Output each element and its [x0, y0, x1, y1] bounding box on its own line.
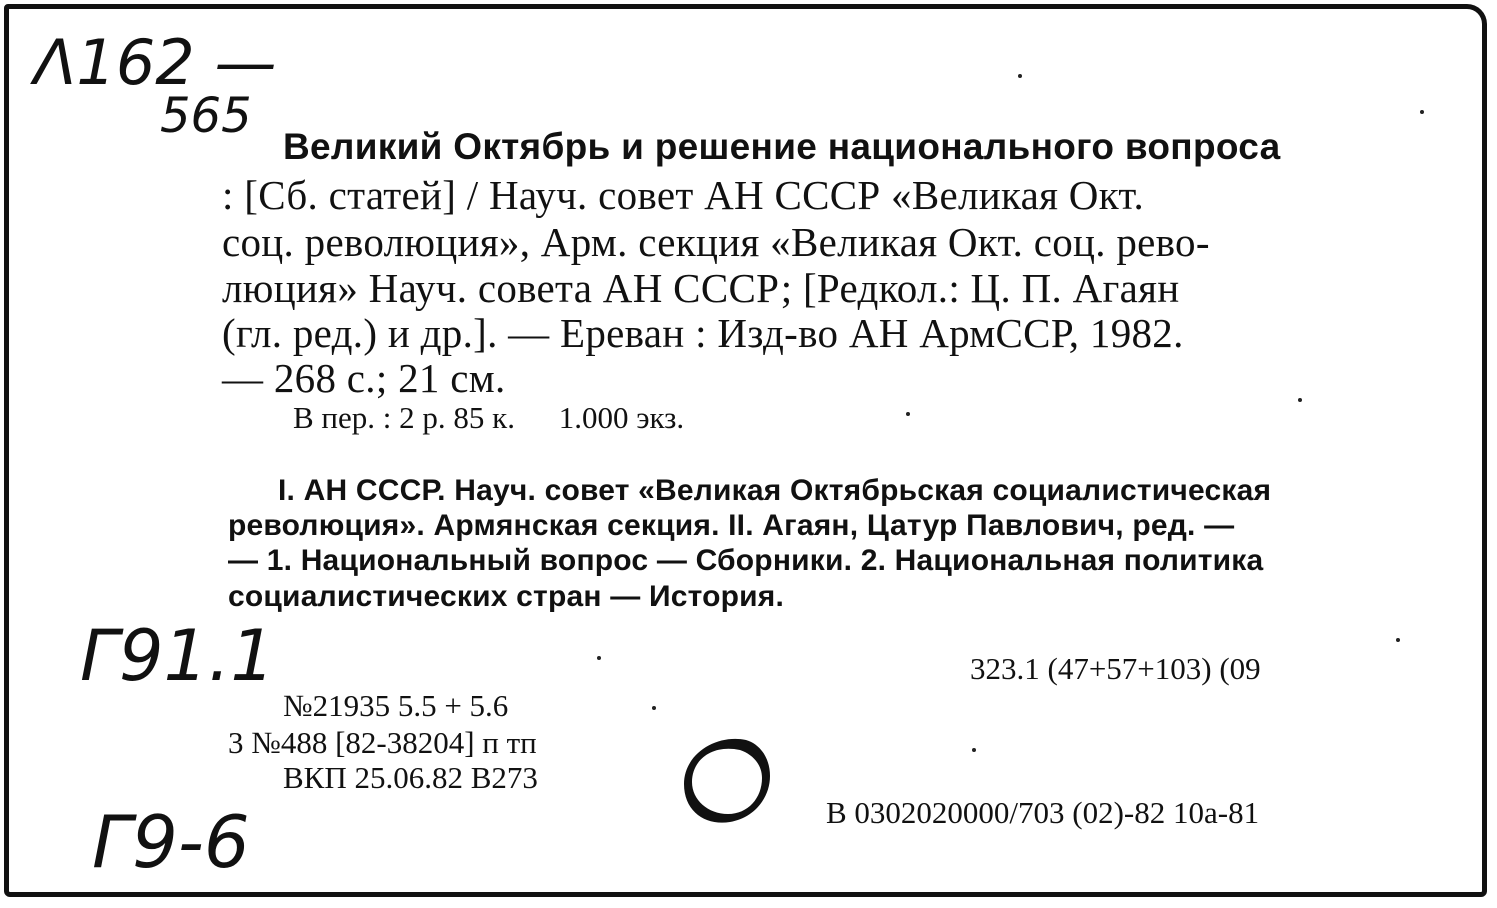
- speck: [906, 412, 910, 416]
- handwritten-shelf-mark: Г9-6: [92, 800, 250, 884]
- entry-line-6: — 268 с.; 21 см.: [222, 355, 506, 401]
- handwritten-call-number: Λ162 —: [34, 26, 277, 99]
- entry-line-4: люция» Науч. совета АН СССР; [Редкол.: Ц. П. Агаян: [222, 265, 1180, 311]
- tracing-line-2: революция». Армянская секция. II. Агаян, Цатур Павлович, ред. —: [228, 509, 1235, 542]
- speck: [597, 656, 601, 660]
- bottom-left-line-1: №21935 5.5 + 5.6: [283, 688, 509, 723]
- speck: [1018, 74, 1022, 78]
- classification-index: 323.1 (47+57+103) (09: [970, 651, 1261, 686]
- copies: 1.000 экз.: [558, 400, 685, 435]
- speck: [972, 748, 976, 752]
- entry-line-2: : [Сб. статей] / Науч. совет АН СССР «Великая Окт.: [222, 172, 1145, 218]
- tracing-line-1: I. АН СССР. Науч. совет «Великая Октябрьская социалистическая: [278, 474, 1272, 507]
- stamp-circle-icon: [676, 728, 780, 832]
- price-line: [293, 402, 684, 433]
- bottom-left-line-3: ВКП 25.06.82 В273: [283, 760, 538, 795]
- speck: [1396, 638, 1400, 642]
- entry-line-5: (гл. ред.) и др.]. — Ереван : Изд-во АН АрмССР, 1982.: [222, 310, 1184, 356]
- handwritten-class-number: Г91.1: [80, 615, 275, 697]
- tracing-line-4: социалистических стран — История.: [228, 580, 785, 613]
- speck: [652, 706, 656, 710]
- bottom-right-code: В 0302020000/703 (02)-82 10а-81: [826, 795, 1260, 830]
- speck: [1298, 398, 1302, 402]
- handwritten-call-sub: 565: [160, 88, 252, 144]
- price: В пер. : 2 р. 85 к.: [293, 400, 515, 435]
- speck: [1420, 110, 1424, 114]
- bottom-left-line-2: 3 №488 [82-38204] п тп: [228, 725, 537, 760]
- tracing-line-3: — 1. Национальный вопрос — Сборники. 2. Национальная политика: [228, 544, 1264, 577]
- entry-line-1: Великий Октябрь и решение национального вопроса: [283, 126, 1281, 167]
- entry-line-3: соц. революция», Арм. секция «Великая Окт. соц. рево-: [222, 219, 1210, 265]
